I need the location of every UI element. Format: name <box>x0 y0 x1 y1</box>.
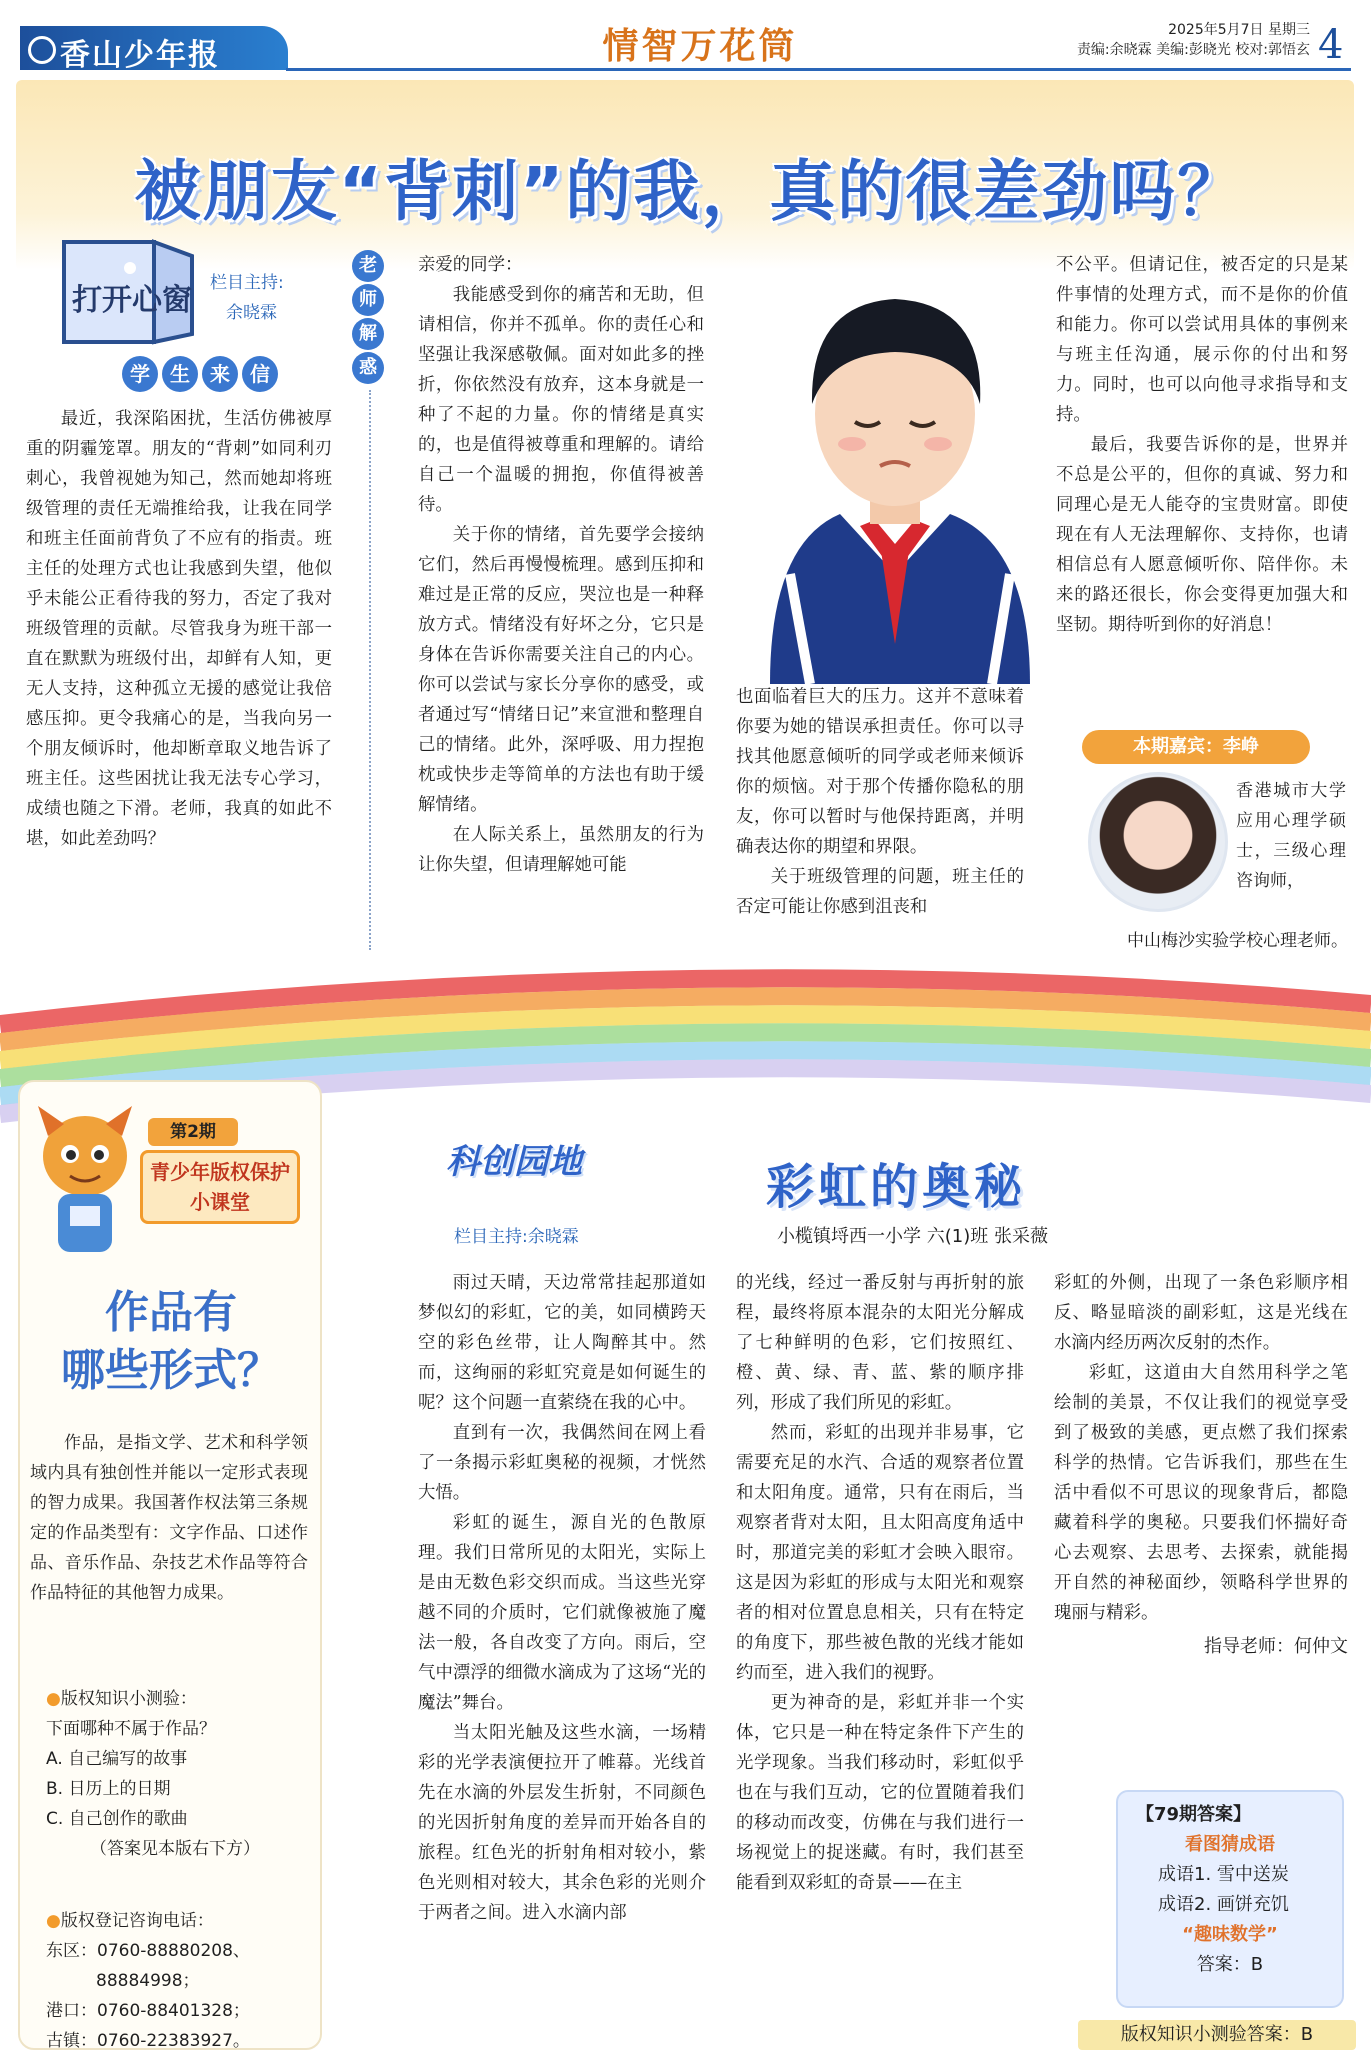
student-letter <box>26 404 332 854</box>
science-paragraph: 更为神奇的是，彩虹并非一个实体，它只是一种在特定条件下产生的光学现象。当我们移动时，彩虹似乎也在与我们互动，它的位置随着我们的移动而改变，仿佛在与我们进行一场视觉上的捉迷藏。有时，我们甚至能看到双彩虹的奇景——在主 <box>736 1693 1024 1893</box>
science-column-logo: 科创园地 <box>446 1142 582 1182</box>
answer-box <box>1116 1790 1344 2008</box>
phone-label-text: 版权登记咨询电话： <box>60 1911 214 1931</box>
reply-paragraph: 不公平。但请记住，被否定的只是某件事情的处理方式，而不是你的价值和能力。你可以尝试用具体的事例来与班主任沟通，展示你的付出和努力。同时，也可以向他寻求指导和支持。 <box>1056 255 1348 425</box>
badge-char: 解 <box>352 318 384 350</box>
reply-greeting: 亲爱的同学： <box>418 255 523 275</box>
copyright-paragraph: 作品，是指文学、艺术和科学领域内具有独创性并能以一定形式表现的智力成果。我国著作权法第三条规定的作品类型有：文字作品、口述作品、音乐作品、杂技艺术作品等符合作品特征的其他智力成果。 <box>30 1433 308 1603</box>
copyright-title <box>36 1284 306 1400</box>
science-advisor: 指导老师：何仲文 <box>1204 1636 1348 1657</box>
badge-char: 来 <box>202 356 238 392</box>
quiz-note: （答案见本版右下方） <box>90 1839 260 1859</box>
quiz-option: B. 日历上的日期 <box>46 1779 171 1799</box>
column-host-label: 栏目主持: <box>210 273 284 293</box>
idiom-answer: 成语2. 画饼充饥 <box>1158 1894 1289 1915</box>
column-host-name: 余晓霖 <box>226 303 277 323</box>
reply-paragraph: 在人际关系上，虽然朋友的行为让你失望，但请理解她可能 <box>418 825 704 875</box>
page-number: 4 <box>1318 22 1344 68</box>
issue-info <box>1010 20 1310 60</box>
copyright-body <box>30 1428 308 1608</box>
guest-bio: 香港城市大学应用心理学硕士，三级心理咨询师， <box>1236 781 1346 891</box>
letter-paragraph: 最近，我深陷困扰，生活仿佛被厚重的阴霾笼罩。朋友的“背刺”如同利刃刺心，我曾视她为知己，然而她却将班级管理的责任无端推给我，让我在同学和班主任面前背负了不应有的指责。班主任的处理方式也让我感到失望，他似乎未能公正看待我的努力，否定了我对班级管理的贡献。尽管我身为班干部一直在默默为班级付出，却鲜有人知，更无人支持，这种孤立无援的感觉让我倍感压抑。更令我痛心的是，当我向另一个朋友倾诉时，他却断章取义地告诉了班主任。这些困扰让我无法专心学习，成绩也随之下滑。老师，我真的如此不堪，如此差劲吗？ <box>26 409 332 849</box>
dragon-mascot-icon <box>30 1096 140 1264</box>
copyright-title-line1: 作品有 <box>105 1287 237 1338</box>
column-host <box>210 268 320 328</box>
badge-char: 师 <box>352 284 384 316</box>
phone-line: 88884998； <box>96 1971 200 1991</box>
reply-paragraph: 我能感受到你的痛苦和无助，但请相信，你并不孤单。你的责任心和坚强让我深感敬佩。面对如此多的挫折，你依然没有放弃，这本身就是一种了不起的力量。你的情绪是真实的，也是值得被尊重和理解的。请给自己一个温暖的拥抱，你值得被善待。 <box>418 285 704 515</box>
science-paragraph: 的光线，经过一番反射与再折射的旅程，最终将原本混杂的太阳光分解成了七种鲜明的色彩，它们按照红、橙、黄、绿、青、蓝、紫的顺序排列，形成了我们所见的彩虹。 <box>736 1273 1024 1413</box>
science-host: 栏目主持:余晓霖 <box>454 1227 579 1247</box>
badge-char: 惑 <box>352 352 384 384</box>
science-paragraph: 彩虹的外侧，出现了一条色彩顺序相反、略显暗淡的副彩虹，这是光线在水滴内经历两次反射的杰作。 <box>1054 1273 1348 1353</box>
science-paragraph: 直到有一次，我偶然间在网上看了一条揭示彩虹奥秘的视频，才恍然大悟。 <box>418 1423 706 1503</box>
answer-title: 【79期答案】 <box>1136 1804 1252 1825</box>
quiz-option: A. 自己编写的故事 <box>46 1749 188 1769</box>
quiz-label-text: 版权知识小测验： <box>60 1689 197 1709</box>
headline: 被朋友“背刺”的我，真的很差劲吗？ <box>134 153 1246 230</box>
math-label: “趣味数学” <box>1182 1924 1278 1945</box>
phone-label <box>46 1906 308 1936</box>
quiz-question: 下面哪种不属于作品？ <box>46 1719 216 1739</box>
science-col3 <box>1054 1268 1348 1662</box>
copyright-phone <box>46 1906 308 2056</box>
science-paragraph: 当太阳光触及这些水滴，一场精彩的光学表演便拉开了帷幕。光线首先在水滴的外层发生折射，不同颜色的光因折射角度的差异而开始各自的旅程。红色光的折射角相对较小，紫色光则相对较大，其余色彩的光则介于两者之间。进入水滴内部 <box>418 1723 706 1923</box>
issue-tag: 第2期 <box>148 1118 238 1146</box>
science-byline: 小榄镇埒西一小学 六(1)班 张采薇 <box>777 1226 1048 1247</box>
quiz-label <box>46 1684 308 1714</box>
science-col1 <box>418 1268 706 1928</box>
guest-avatar <box>1088 772 1228 912</box>
phone-line: 古镇：0760-22383927。 <box>46 2031 250 2051</box>
masthead <box>0 0 1371 72</box>
guest-bio-role: 中山梅沙实验学校心理老师。 <box>1127 931 1348 951</box>
science-paragraph: 彩虹的诞生，源自光的色散原理。我们日常所见的太阳光，实际上是由无数色彩交织而成。当这些光穿越不同的介质时，它们就像被施了魔法一般，各自改变了方向。雨后，空气中漂浮的细微水滴成为了这场“光的魔法”舞台。 <box>418 1513 706 1713</box>
teacher-reply-col3 <box>1056 250 1348 640</box>
quiz-option: C. 自己创作的歌曲 <box>46 1809 188 1829</box>
guess-idiom-label: 看图猜成语 <box>1185 1834 1275 1855</box>
window-icon <box>60 238 200 350</box>
reply-paragraph: 关于你的情绪，首先要学会接纳它们，然后再慢慢梳理。感到压抑和难过是正常的反应，哭泣也是一种释放方式。情绪没有好坏之分，它只是身体在告诉你需要关注自己的内心。你可以尝试与家长分享你的感受，或者通过写“情绪日记”来宣泄和整理自己的情绪。此外，深呼吸、用力捏抱枕或快步走等简单的方法也有助于缓解情绪。 <box>418 525 704 815</box>
science-paragraph: 然而，彩虹的出现并非易事，它需要充足的水汽、合适的观察者位置和太阳角度。通常，只有在雨后，当观察者背对太阳，且太阳高度角适中时，那道完美的彩虹才会映入眼帘。这是因为彩虹的形成与太阳光和观察者的相对位置息息相关，只有在特定的角度下，那些被色散的光线才能如约而至，进入我们的视野。 <box>736 1423 1024 1683</box>
reply-paragraph: 最后，我要告诉你的是，世界并不总是公平的，但你的真诚、努力和同理心是无人能夺的宝贵财富。即使现在有人无法理解你、支持你，也请相信总有人愿意倾听你、陪伴你。未来的路还很长，你会变得更加强大和坚韧。期待听到你的好消息！ <box>1056 435 1348 635</box>
sad-boy-illustration <box>730 244 1060 684</box>
science-col2 <box>736 1268 1024 1898</box>
issue-editors: 责编:余晓霖 美编:彭晓光 校对:郭悟玄 <box>1076 42 1310 58</box>
phone-line: 东区：0760-88880208、 <box>46 1941 250 1961</box>
bullet-icon: ● <box>46 1689 61 1709</box>
science-title: 彩虹的奥秘 <box>765 1159 1026 1215</box>
copyright-quiz <box>46 1684 308 1864</box>
guest-label: 本期嘉宾：李峥 <box>1082 730 1310 764</box>
badge-char: 生 <box>162 356 198 392</box>
teacher-reply-badge <box>352 250 386 386</box>
bullet-icon: ● <box>46 1911 61 1931</box>
issue-date: 2025年5月7日 星期三 <box>1168 22 1310 38</box>
science-paragraph: 彩虹，这道由大自然用科学之笔绘制的美景，不仅让我们的视觉享受到了极致的美感，更点燃了我们探索科学的热情。它告诉我们，那些在生活中看似不可思议的现象背后，都隐藏着科学的奥秘。只要我们怀揣好奇心去观察、去思考、去探索，就能揭开自然的神秘面纱，领略科学世界的瑰丽与精彩。 <box>1054 1363 1348 1623</box>
newspaper-logo: 香山少年报 <box>20 26 288 70</box>
reply-paragraph: 也面临着巨大的压力。这并不意味着你要为她的错误承担责任。你可以寻找其他愿意倾听的同学或老师来倾诉你的烦恼。对于那个传播你隐私的朋友，你可以暂时与他保持距离，并明确表达你的期望和界限。 <box>736 687 1024 857</box>
phone-line: 港口：0760-88401328； <box>46 2001 250 2021</box>
teacher-reply-col2 <box>736 682 1024 922</box>
copyright-title-line2: 哪些形式？ <box>61 1345 281 1396</box>
science-paragraph: 雨过天晴，天边常常挂起那道如梦似幻的彩虹，它的美，如同横跨天空的彩色丝带，让人陶醉其中。然而，这绚丽的彩虹究竟是如何诞生的呢？这个问题一直萦绕在我的心中。 <box>418 1273 706 1413</box>
teacher-reply-col1 <box>418 250 704 880</box>
math-answer: 答案：B <box>1196 1954 1264 1975</box>
badge-char: 老 <box>352 250 384 282</box>
column-name: 打开心窗 <box>72 283 192 318</box>
idiom-answer: 成语1. 雪中送炭 <box>1158 1864 1289 1885</box>
column-divider <box>369 390 371 950</box>
badge-char: 信 <box>242 356 278 392</box>
quiz-answer: 版权知识小测验答案：B <box>1078 2020 1356 2050</box>
badge-char: 学 <box>122 356 158 392</box>
reply-paragraph: 关于班级管理的问题，班主任的否定可能让你感到沮丧和 <box>736 867 1024 917</box>
student-letter-badge <box>122 356 282 394</box>
section-title: 情智万花筒 <box>602 26 798 67</box>
course-tag: 青少年版权保护小课堂 <box>140 1150 300 1224</box>
